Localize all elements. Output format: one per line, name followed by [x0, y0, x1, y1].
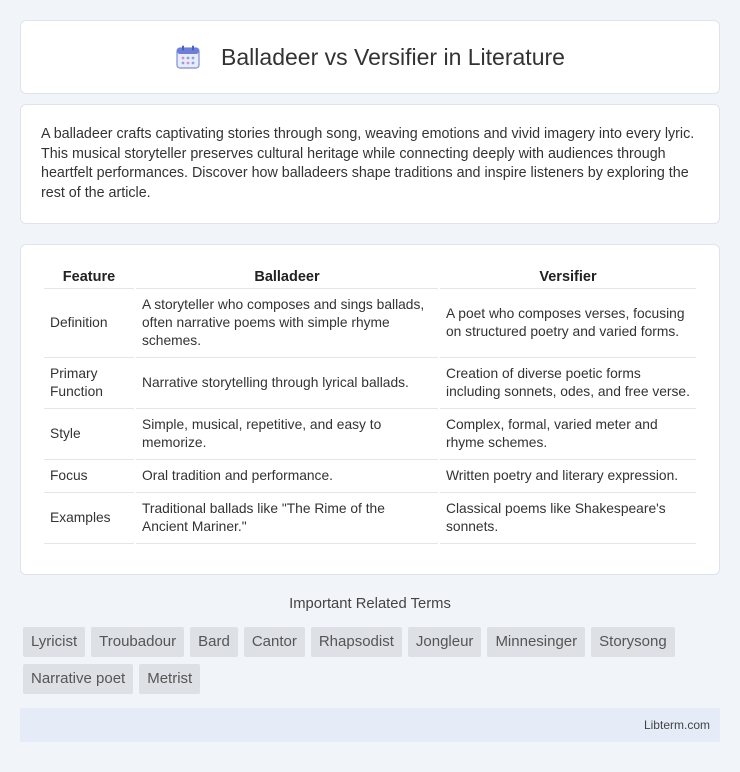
- row-versifier: Written poetry and literary expression.: [440, 460, 696, 493]
- header-card: [20, 20, 720, 94]
- related-term-tag[interactable]: Jongleur: [408, 627, 482, 657]
- header-versifier: Versifier: [440, 265, 696, 289]
- related-term-tag[interactable]: Bard: [190, 627, 238, 657]
- intro-text: A balladeer crafts captivating stories through song, weaving emotions and vivid imagery into every lyric. This musical storyteller preserves cultural heritage while connecting deeply with audiences through heartfelt performances. Discover how balladeers shape traditions and inspire listeners by exploring the rest of the article.: [41, 126, 695, 201]
- row-versifier: A poet who composes verses, focusing on structured poetry and varied forms.: [440, 289, 696, 358]
- row-versifier: Complex, formal, varied meter and rhyme schemes.: [440, 409, 696, 460]
- row-balladeer: Simple, musical, repetitive, and easy to memorize.: [136, 409, 438, 460]
- table-row: [44, 289, 696, 358]
- related-term-tag[interactable]: Metrist: [139, 664, 200, 694]
- related-term-tag[interactable]: Minnesinger: [487, 627, 585, 657]
- row-feature: Examples: [44, 493, 134, 544]
- intro-card: [20, 104, 720, 224]
- table-row: [44, 358, 696, 409]
- row-balladeer: Narrative storytelling through lyrical ballads.: [136, 358, 438, 409]
- related-terms-list: [23, 627, 723, 701]
- table-row: [44, 460, 696, 493]
- header-feature: Feature: [44, 265, 134, 289]
- related-term-tag[interactable]: Lyricist: [23, 627, 85, 657]
- header-balladeer: Balladeer: [136, 265, 438, 289]
- row-feature: Definition: [44, 289, 134, 358]
- row-feature: Style: [44, 409, 134, 460]
- footer: [20, 708, 720, 742]
- related-term-tag[interactable]: Cantor: [244, 627, 305, 657]
- row-balladeer: A storyteller who composes and sings ballads, often narrative poems with simple rhyme schemes.: [136, 289, 438, 358]
- page-title: Balladeer vs Versifier in Literature: [221, 43, 565, 70]
- row-feature: Primary Function: [44, 358, 134, 409]
- comparison-table: [42, 265, 698, 544]
- row-versifier: Classical poems like Shakespeare's sonnets.: [440, 493, 696, 544]
- row-feature: Focus: [44, 460, 134, 493]
- related-term-tag[interactable]: Rhapsodist: [311, 627, 402, 657]
- row-balladeer: Oral tradition and performance.: [136, 460, 438, 493]
- footer-site-link[interactable]: Libterm.com: [643, 718, 710, 732]
- table-header-row: [44, 265, 696, 289]
- related-term-tag[interactable]: Storysong: [591, 627, 675, 657]
- related-term-tag[interactable]: Troubadour: [91, 627, 184, 657]
- row-balladeer: Traditional ballads like "The Rime of the Ancient Mariner.": [136, 493, 438, 544]
- calendar-icon: [175, 44, 201, 70]
- related-terms-title: Important Related Terms: [289, 596, 451, 612]
- row-versifier: Creation of diverse poetic forms including sonnets, odes, and free verse.: [440, 358, 696, 409]
- table-row: [44, 493, 696, 544]
- table-row: [44, 409, 696, 460]
- comparison-table-card: [20, 244, 720, 575]
- related-term-tag[interactable]: Narrative poet: [23, 664, 133, 694]
